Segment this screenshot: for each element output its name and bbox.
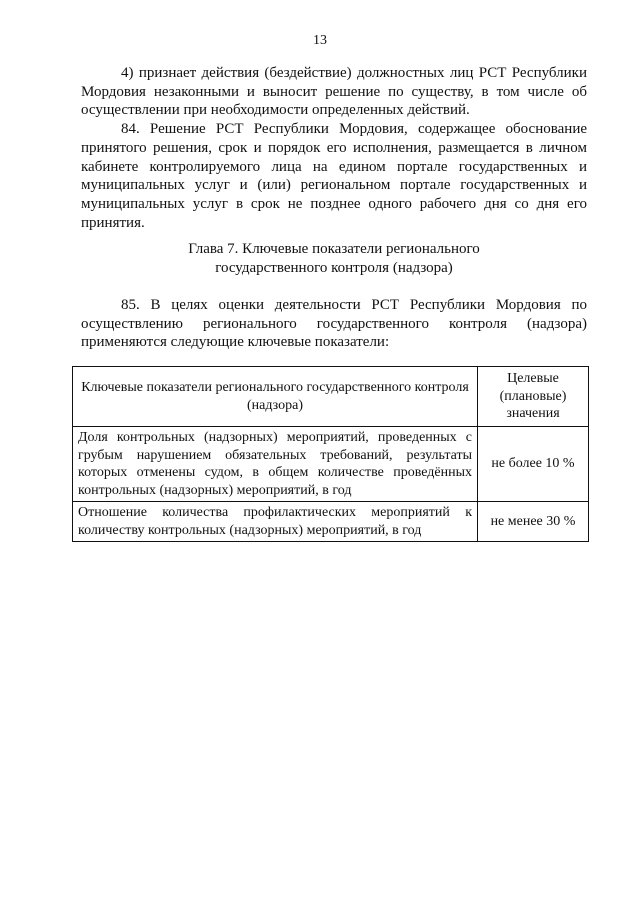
table-row: [73, 427, 589, 502]
target-cell: не менее 30 %: [478, 502, 589, 542]
header-target: Целевые (плановые) значения: [478, 367, 589, 427]
key-indicators-table: [72, 366, 589, 542]
body-text: [81, 64, 587, 232]
page-number: 13: [313, 33, 327, 48]
indicator-cell: Отношение количества профилактических мероприятий к количеству контрольных (надзорных) мероприятий, в год: [73, 502, 478, 542]
paragraph-item-4: 4) признает действия (бездействие) должностных лиц РСТ Республики Мордовия незаконными и выносит решение по существу, в том числе об осуществлении при необходимости определенных действий.: [81, 65, 587, 119]
indicator-cell: Доля контрольных (надзорных) мероприятий, проведенных с грубым нарушением обязательных требований, результаты которых отменены судом, в общем количестве проведённых контрольных (надзорных) мероприятий, в год: [73, 427, 478, 502]
table-row: [73, 502, 589, 542]
chapter-title-line-2: государственного контроля (надзора): [215, 260, 453, 276]
target-cell: не более 10 %: [478, 427, 589, 502]
chapter-heading: [81, 240, 587, 278]
paragraph-84: 84. Решение РСТ Республики Мордовия, содержащее обоснование принятого решения, срок и порядок его исполнения, размещается в личном кабинете контролируемого лица на едином портале государственных и муниципальных услуг и (или) региональном портале государственных и муниципальных услуг в срок не позднее одного рабочего дня со дня его принятия.: [81, 121, 587, 231]
header-indicator: Ключевые показатели регионального государственного контроля (надзора): [73, 367, 478, 427]
table-header-row: [73, 367, 589, 427]
paragraph-85: 85. В целях оценки деятельности РСТ Республики Мордовия по осуществлению регионального государственного контроля (надзора) применяются следующие ключевые показатели:: [81, 297, 587, 351]
chapter-title-line-1: Глава 7. Ключевые показатели регионального: [188, 241, 480, 257]
